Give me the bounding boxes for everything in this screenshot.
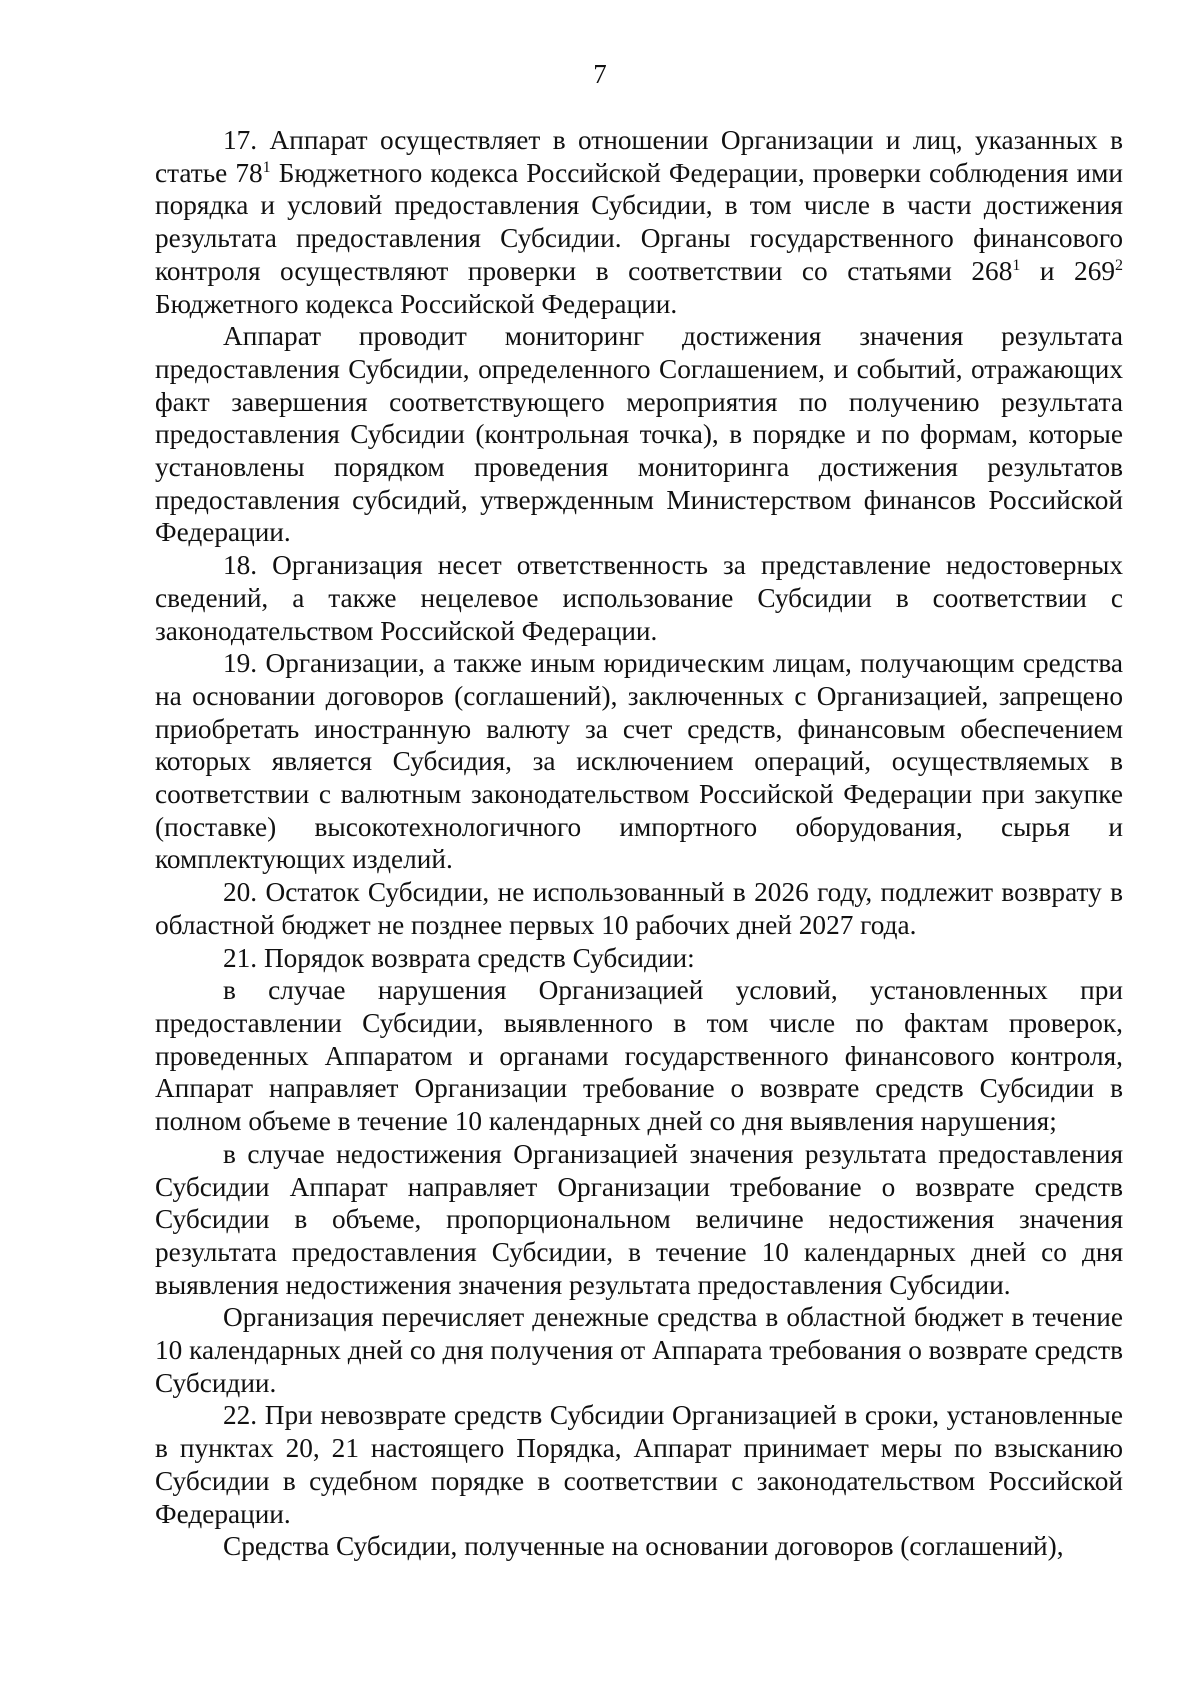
paragraph-21-nonachievement: в случае недостижения Организацией значения результата предоставления Субсидии Аппарат направляет Организации требование о возврате средств Субсидии в объеме, пропорциональном величине недостижения значения результата предоставления Субсидии, в течение 10 календарных дней со дня выявления недостижения значения результата предоставления Субсидии. (155, 1138, 1123, 1300)
page-number: 7 (593, 59, 607, 89)
paragraph-18: 18. Организация несет ответственность за представление недостоверных сведений, а также нецелевое использование Субсидии в соответствии с законодательством Российской Федерации. (155, 550, 1123, 646)
paragraph-21-transfer: Организация перечисляет денежные средства в областной бюджет в течение 10 календарных дней со дня получения от Аппарата требования о возврате средств Субсидии. (155, 1302, 1123, 1398)
paragraph-19: 19. Организации, а также иным юридическим лицам, получающим средства на основании договоров (соглашений), заключенных с Организацией, запрещено приобретать иностранную валюту за счет средств, финансовым обеспечением которых является Субсидия, за исключением операций, осуществляемых в соответствии с валютным законодательством Российской Федерации при закупке (поставке) высокотехнологичного импортного оборудования, сырья и комплектующих изделий. (155, 648, 1123, 875)
superscript: 1 (262, 158, 271, 176)
paragraph-20: 20. Остаток Субсидии, не использованный в 2026 году, подлежит возврату в областной бюджет не позднее первых 10 рабочих дней 2027 года. (155, 877, 1123, 940)
paragraph-17-monitoring: Аппарат проводит мониторинг достижения значения результата предоставления Субсидии, определенного Соглашением, и событий, отражающих факт завершения соответствующего мероприятия по получению результата предоставления Субсидии (контрольная точка), в порядке и по формам, которые установлены порядком проведения мониторинга достижения результатов предоставления субсидий, утвержденным Министерством финансов Российской Федерации. (155, 321, 1123, 548)
superscript: 1 (1012, 256, 1021, 274)
paragraph-17: 17. Аппарат осуществляет в отношении Организации и лиц, указанных в статье $78^1$ Бюджетного кодекса Российской Федерации, проверки соблюдения ими порядка и условий предоставления Субсидии, в том числе в части достижения результата предоставления Субсидии. Органы государственного финансового контроля осуществляют проверки в соответствии со статьями $268^1$ и $269^2$ Бюджетного кодекса Российской Федерации. (155, 125, 1124, 319)
paragraph-21: 21. Порядок возврата средств Субсидии: (223, 942, 695, 973)
superscript: 2 (1115, 256, 1124, 274)
paragraph-22: 22. При невозврате средств Субсидии Организацией в сроки, установленные в пунктах 20, 21 настоящего Порядка, Аппарат принимает меры по взысканию Субсидии в судебном порядке в соответствии с законодательством Российской Федерации. (155, 1400, 1123, 1529)
paragraph-21-violation: в случае нарушения Организацией условий, установленных при предоставлении Субсидии, выявленного в том числе по фактам проверок, проведенных Аппаратом и органами государственного финансового контроля, Аппарат направляет Организации требование о возврате средств Субсидии в полном объеме в течение 10 календарных дней со дня выявления нарушения; (155, 975, 1123, 1137)
document-body (155, 124, 1123, 1563)
paragraph-22-funds: Средства Субсидии, полученные на основании договоров (соглашений), (223, 1531, 1064, 1562)
